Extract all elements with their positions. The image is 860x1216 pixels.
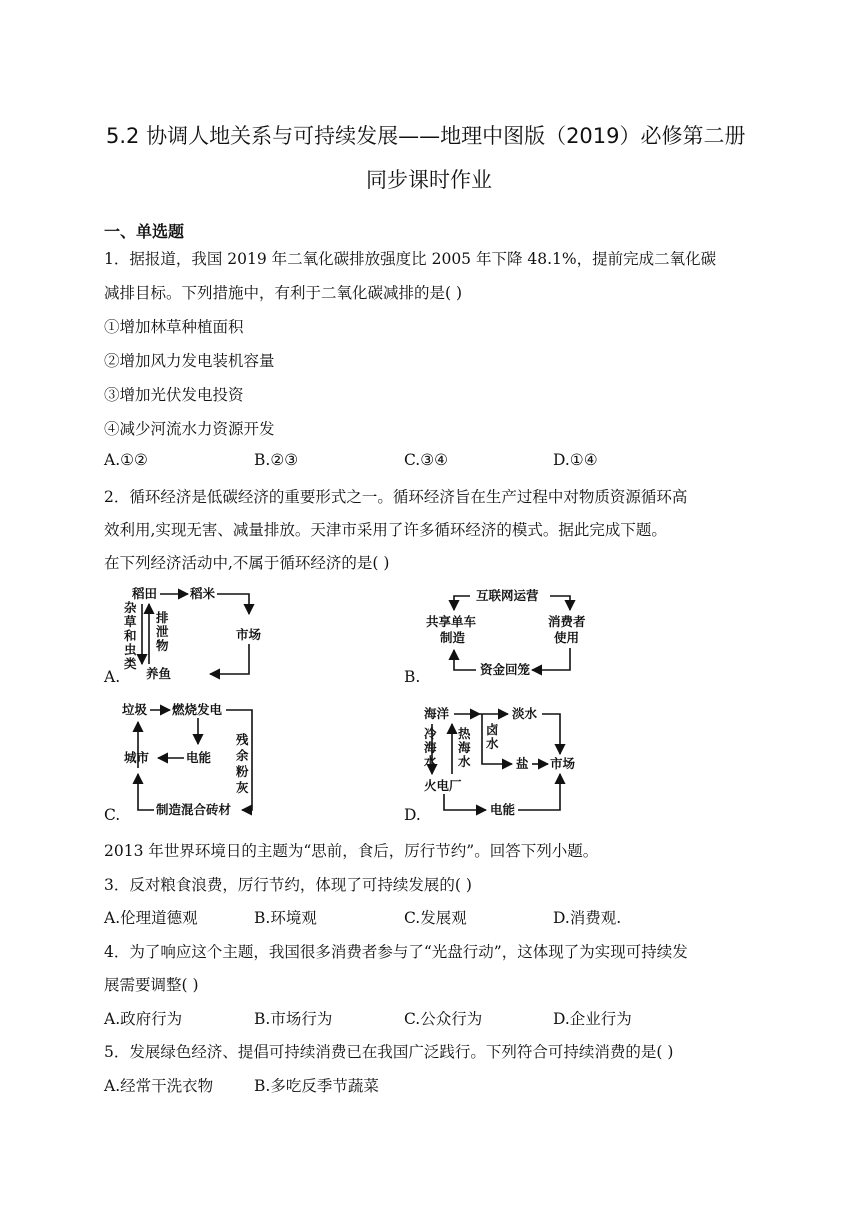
diagram-a-market: 市场 bbox=[236, 627, 262, 642]
q1-option-c[interactable]: C.③④ bbox=[404, 451, 449, 469]
q4-stem-line2: 展需要调整( ) bbox=[104, 976, 199, 994]
q2-stem-line2: 效利用,实现无害、减量排放。天津市采用了许多循环经济的模式。据此完成下题。 bbox=[104, 521, 667, 539]
q2-stem-line1: 2．循环经济是低碳经济的重要形式之一。循环经济旨在生产过程中对物质资源循环高 bbox=[104, 488, 688, 506]
diagram-d-fresh: 淡水 bbox=[512, 706, 538, 721]
q4-option-a[interactable]: A.政府行为 bbox=[104, 1010, 183, 1028]
diagram-b[interactable] bbox=[420, 584, 590, 684]
diagram-d-market: 市场 bbox=[550, 756, 576, 771]
q5-option-b[interactable]: B.多吃反季节蔬菜 bbox=[254, 1077, 379, 1095]
q3-option-a[interactable]: A.伦理道德观 bbox=[104, 909, 198, 927]
q5-stem: 5．发展绿色经济、提倡可持续消费已在我国广泛践行。下列符合可持续消费的是( ) bbox=[104, 1043, 674, 1061]
page-subtitle: 同步课时作业 bbox=[366, 168, 492, 192]
q2-option-a-label[interactable]: A. bbox=[104, 668, 121, 686]
q1-item-4: ④减少河流水力资源开发 bbox=[104, 420, 275, 438]
diagram-a-rice: 稻米 bbox=[190, 586, 216, 601]
diagram-a-excreta: 排泄物 bbox=[156, 610, 169, 653]
diagram-b-bike-1: 共享单车 bbox=[426, 614, 477, 629]
q2-option-c-label[interactable]: C. bbox=[104, 806, 121, 824]
diagram-d-cold: 冷海水 bbox=[424, 726, 437, 769]
diagram-d-brine: 卤水 bbox=[486, 722, 499, 751]
q1-item-2: ②增加风力发电装机容量 bbox=[104, 352, 275, 370]
q1-option-a[interactable]: A.①② bbox=[104, 451, 148, 469]
q2-stem-line3: 在下列经济活动中,不属于循环经济的是( ) bbox=[104, 554, 390, 572]
diagram-b-bike-2: 制造 bbox=[440, 630, 466, 645]
q1-item-1: ①增加林草种植面积 bbox=[104, 318, 244, 336]
q4-option-d[interactable]: D.企业行为 bbox=[553, 1010, 632, 1028]
q1-option-b[interactable]: B.②③ bbox=[254, 451, 299, 469]
diagram-b-internet: 互联网运营 bbox=[476, 588, 539, 603]
diagram-c-burn: 燃烧发电 bbox=[172, 702, 223, 717]
diagram-d-plant: 火电厂 bbox=[424, 778, 462, 793]
diagram-b-recovery: 资金回笼 bbox=[480, 662, 531, 677]
diagram-a-fish: 养鱼 bbox=[146, 666, 172, 681]
diagram-c-city: 城市 bbox=[124, 750, 150, 765]
diagram-a[interactable] bbox=[118, 584, 268, 684]
q2-option-b-label[interactable]: B. bbox=[404, 668, 421, 686]
q2-option-d-label[interactable]: D. bbox=[404, 806, 421, 824]
q4-option-b[interactable]: B.市场行为 bbox=[254, 1010, 333, 1028]
q1-option-d[interactable]: D.①④ bbox=[553, 451, 598, 469]
diagram-b-consumer-1: 消费者 bbox=[548, 614, 586, 629]
diagram-c[interactable] bbox=[118, 698, 268, 822]
diagram-d-sea: 海洋 bbox=[424, 706, 450, 721]
page-title: 5.2 协调人地关系与可持续发展——地理中图版（2019）必修第二册 bbox=[106, 124, 746, 148]
q5-option-a[interactable]: A.经常干洗衣物 bbox=[104, 1077, 214, 1095]
section-heading: 一、单选题 bbox=[104, 222, 185, 241]
diagram-a-weeds: 杂草和虫类 bbox=[124, 600, 137, 671]
q4-stem-line1: 4．为了响应这个主题，我国很多消费者参与了“光盘行动”，这体现了为实现可持续发 bbox=[104, 943, 688, 961]
diagram-c-garbage: 垃圾 bbox=[122, 702, 148, 717]
diagram-c-ash: 残余粉灰 bbox=[236, 732, 249, 795]
diagram-b-consumer-2: 使用 bbox=[554, 630, 580, 645]
q3-option-b[interactable]: B.环境观 bbox=[254, 909, 317, 927]
diagram-d-salt: 盐 bbox=[516, 756, 529, 771]
q3-option-d[interactable]: D.消费观. bbox=[553, 909, 622, 927]
diagram-d[interactable] bbox=[420, 698, 590, 822]
q3-stem: 3．反对粮食浪费，厉行节约，体现了可持续发展的( ) bbox=[104, 876, 472, 894]
q3-intro: 2013 年世界环境日的主题为“思前，食后，厉行节约”。回答下列小题。 bbox=[104, 842, 599, 860]
q1-stem-line2: 减排目标。下列措施中，有利于二氧化碳减排的是( ) bbox=[104, 284, 463, 302]
diagram-d-power: 电能 bbox=[490, 802, 516, 817]
q3-option-c[interactable]: C.发展观 bbox=[404, 909, 467, 927]
diagram-d-hot: 热海水 bbox=[458, 726, 471, 769]
diagram-c-brick: 制造混合砖材 bbox=[156, 802, 232, 817]
q4-option-c[interactable]: C.公众行为 bbox=[404, 1010, 483, 1028]
diagram-c-power: 电能 bbox=[186, 750, 212, 765]
q1-item-3: ③增加光伏发电投资 bbox=[104, 386, 244, 404]
diagram-a-paddy: 稻田 bbox=[132, 586, 158, 601]
q1-stem-line1: 1．据报道，我国 2019 年二氧化碳排放强度比 2005 年下降 48.1%，提前完成二氧化碳 bbox=[104, 250, 717, 268]
